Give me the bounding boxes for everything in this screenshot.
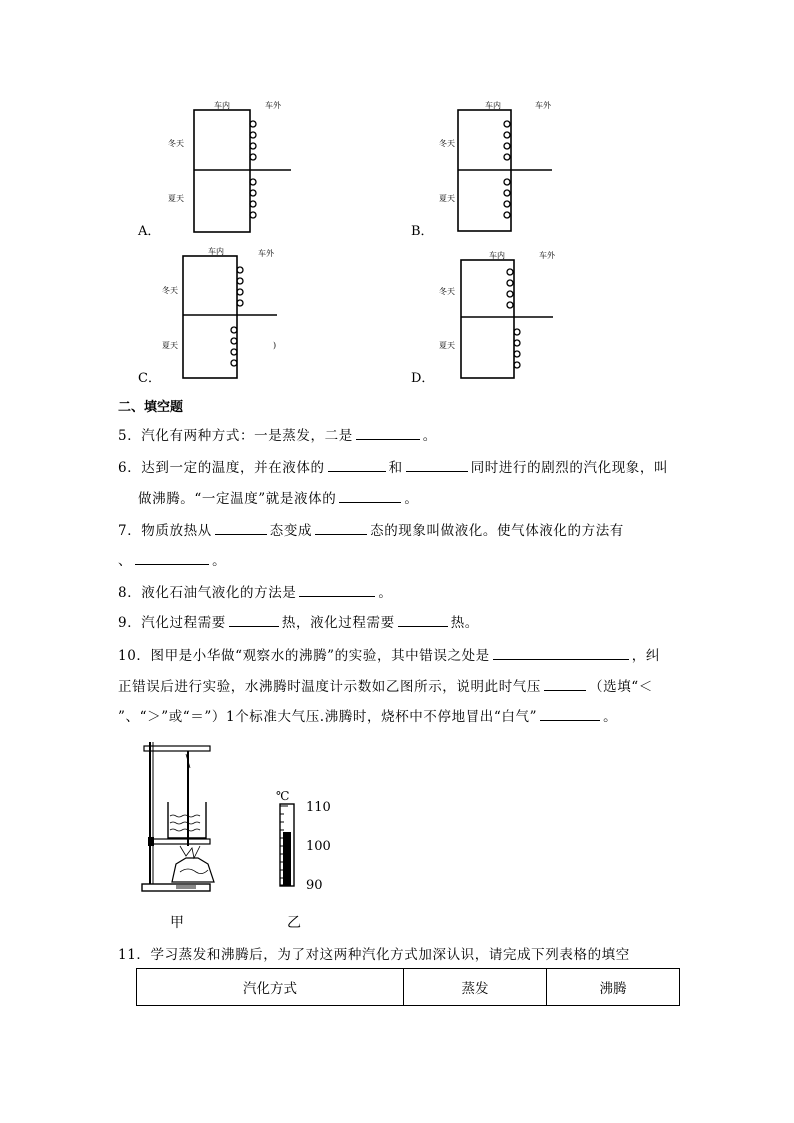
question-10-line1: 10．图甲是小华做“观察水的沸腾”的实验，其中错误之处是 ，纠 xyxy=(118,645,660,666)
option-b-label: B． xyxy=(411,224,434,239)
svg-text:车内: 车内 xyxy=(485,101,501,110)
option-b-diagram xyxy=(425,96,565,236)
boiling-apparatus-figure xyxy=(136,738,216,898)
question-6-line1: 6．达到一定的温度，并在液体的 和 同时进行的剧烈的汽化现象，叫 xyxy=(118,457,668,478)
label-inside: 车内 xyxy=(214,101,230,110)
svg-text:车外: 车外 xyxy=(539,251,555,260)
svg-text:冬天: 冬天 xyxy=(162,286,178,295)
mercury-column xyxy=(283,832,291,886)
svg-text:冬天: 冬天 xyxy=(439,287,455,296)
figure-yi-label: 乙 xyxy=(287,915,301,931)
answer-blank[interactable] xyxy=(215,520,267,535)
svg-text:车内: 车内 xyxy=(208,247,224,256)
option-d-label: D． xyxy=(411,371,435,386)
answer-blank[interactable] xyxy=(339,488,401,503)
answer-blank[interactable] xyxy=(493,645,629,660)
thermometer-unit: ℃ xyxy=(276,789,290,803)
tick-label: 100 xyxy=(306,839,331,854)
answer-blank[interactable] xyxy=(135,550,209,565)
label-outside: 车外 xyxy=(265,101,281,110)
option-a-label: A． xyxy=(138,224,161,239)
svg-text:车外: 车外 xyxy=(258,249,274,258)
option-c-diagram xyxy=(160,244,300,384)
answer-blank[interactable] xyxy=(398,612,448,627)
table-header-cell: 蒸发 xyxy=(404,969,547,1006)
tick-label: 90 xyxy=(306,878,323,890)
question-11: 11．学习蒸发和沸腾后，为了对这两种汽化方式加深认识，请完成下列表格的填空 xyxy=(118,947,630,963)
svg-text:夏天: 夏天 xyxy=(439,341,455,350)
question-10-line2: 正错误后进行实验，水沸腾时温度计示数如乙图所示，说明此时气压 （选填“＜ xyxy=(118,676,653,697)
answer-blank[interactable] xyxy=(229,612,279,627)
question-9: 9．汽化过程需要 热，液化过程需要 热。 xyxy=(118,612,479,633)
answer-blank[interactable] xyxy=(315,520,367,535)
question-6-line2: 做沸腾。“一定温度”就是液体的 。 xyxy=(138,488,418,509)
comparison-table xyxy=(136,968,680,1006)
answer-blank[interactable] xyxy=(406,457,468,472)
svg-text:车外: 车外 xyxy=(535,101,551,110)
svg-text:车内: 车内 xyxy=(489,251,505,260)
option-a-diagram xyxy=(160,96,300,236)
table-row xyxy=(137,969,680,1006)
svg-text:): ) xyxy=(273,341,277,350)
label-summer: 夏天 xyxy=(168,194,184,203)
section-title: 二、填空题 xyxy=(118,400,184,415)
label-winter: 冬天 xyxy=(168,139,184,148)
question-10-line3: ”、“＞”或“＝”）1个标准大气压.沸腾时，烧杯中不停地冒出“白气” 。 xyxy=(118,706,617,727)
question-8: 8．液化石油气液化的方法是 。 xyxy=(118,582,393,603)
question-7-line2: 、 。 xyxy=(118,550,226,571)
table-header-cell: 沸腾 xyxy=(547,969,680,1006)
option-c-label: C． xyxy=(138,371,161,386)
answer-blank[interactable] xyxy=(328,457,386,472)
figure-jia-label: 甲 xyxy=(170,915,184,931)
table-header-cell: 汽化方式 xyxy=(137,969,404,1006)
svg-text:夏天: 夏天 xyxy=(162,341,178,350)
thermometer-figure xyxy=(266,786,336,890)
question-7-line1: 7．物质放热从 态变成 态的现象叫做液化。使气体液化的方法有 xyxy=(118,520,624,541)
option-d-diagram xyxy=(425,244,565,384)
question-5: 5．汽化有两种方式：一是蒸发，二是 。 xyxy=(118,425,437,446)
answer-blank[interactable] xyxy=(299,582,375,597)
svg-text:冬天: 冬天 xyxy=(439,139,455,148)
answer-blank[interactable] xyxy=(544,676,586,691)
answer-blank[interactable] xyxy=(356,425,420,440)
answer-blank[interactable] xyxy=(540,706,600,721)
svg-text:夏天: 夏天 xyxy=(439,194,455,203)
tick-label: 110 xyxy=(306,800,331,815)
